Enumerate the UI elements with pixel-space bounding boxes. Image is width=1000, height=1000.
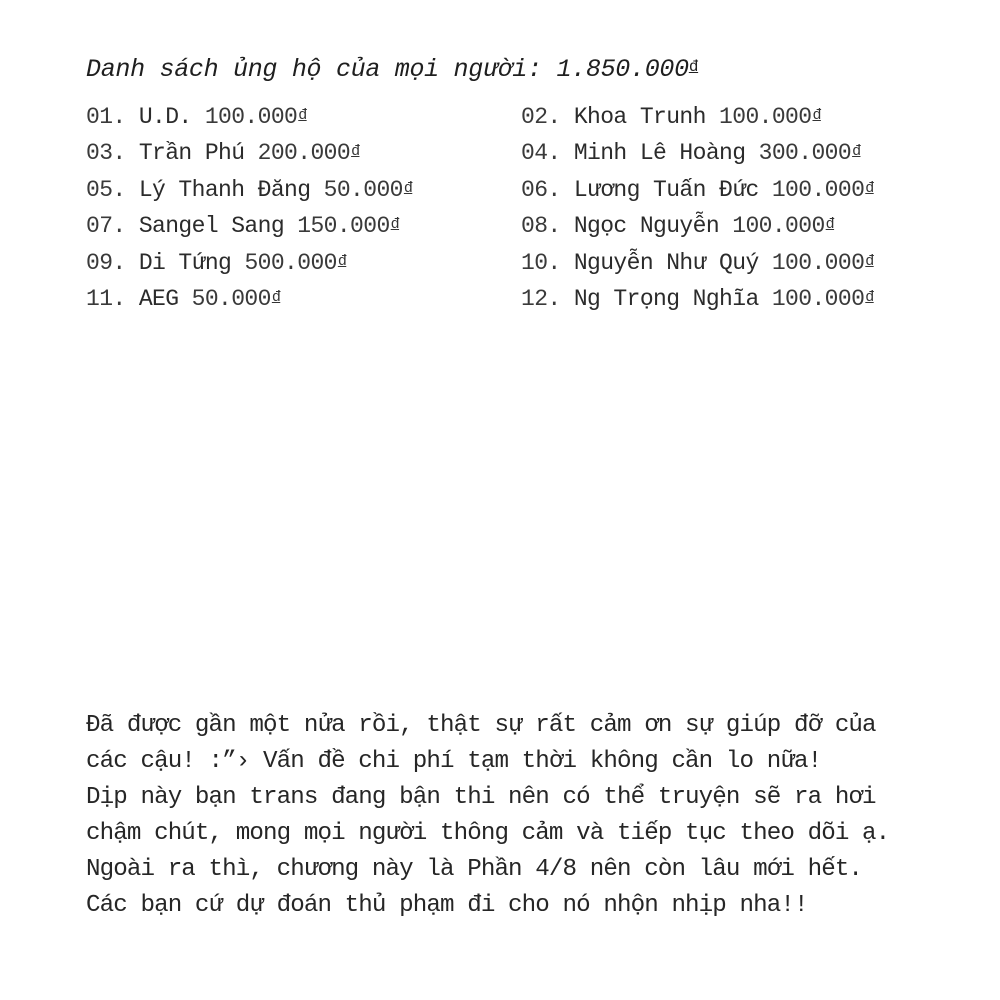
title-text: Danh sách ủng hộ của mọi người: 1.850.000	[86, 55, 689, 84]
message-line: Đã được gần một nửa rồi, thật sự rất cảm ơn sự giúp đỡ của	[86, 712, 876, 739]
currency-symbol: đ	[688, 58, 699, 76]
donor-name: Sangel Sang	[138, 213, 285, 240]
donor-entry	[86, 250, 521, 286]
donor-number: 08.	[521, 213, 561, 240]
donor-entry	[521, 177, 946, 213]
donor-amount: 50.000	[323, 176, 403, 203]
donor-amount: 100.000	[719, 104, 812, 130]
donor-number: 09.	[86, 249, 126, 276]
donor-amount: 100.000	[204, 104, 298, 130]
donor-number: 05.	[86, 176, 126, 203]
message-line: Ngoài ra thì, chương này là Phần 4/8 nên còn lâu mới hết.	[86, 856, 863, 883]
currency-symbol: đ	[390, 216, 400, 234]
donor-amount: 200.000	[257, 140, 351, 167]
donor-entry	[86, 140, 521, 176]
donor-number: 03.	[86, 140, 126, 167]
donor-number: 07.	[86, 213, 126, 240]
donor-name: Nguyễn Như Quý	[573, 249, 759, 276]
currency-symbol: đ	[865, 252, 874, 270]
currency-symbol: đ	[351, 143, 360, 161]
donation-list-title	[86, 55, 698, 84]
donor-number: 11.	[86, 285, 126, 312]
donor-amount: 100.000	[771, 249, 865, 276]
donor-name: Khoa Trunh	[573, 104, 706, 130]
donor-entry	[86, 104, 521, 140]
donor-amount: 100.000	[771, 176, 865, 203]
donor-list	[86, 104, 946, 322]
currency-symbol: đ	[825, 216, 835, 234]
donor-amount: 300.000	[758, 140, 852, 167]
donor-number: 02.	[521, 104, 561, 130]
donor-name: Ngọc Nguyễn	[573, 213, 720, 240]
donor-amount: 100.000	[771, 285, 865, 312]
message-line: Dịp này bạn trans đang bận thi nên có thể truyện sẽ ra hơi	[86, 784, 876, 811]
donor-entry	[86, 177, 521, 213]
donor-number: 10.	[521, 249, 561, 276]
donor-entry	[86, 213, 521, 249]
donor-name: Lương Tuấn Đức	[573, 176, 759, 203]
donor-entry	[86, 286, 521, 322]
donor-number: 01.	[86, 104, 126, 130]
donor-number: 12.	[521, 285, 561, 312]
donor-name: U.D.	[138, 104, 192, 130]
donor-amount: 150.000	[297, 213, 390, 240]
donor-amount: 500.000	[244, 249, 337, 276]
donor-entry	[521, 104, 946, 140]
donor-entry	[521, 250, 946, 286]
message-line: chậm chút, mong mọi người thông cảm và tiếp tục theo dõi ạ.	[86, 820, 890, 847]
donor-amount: 50.000	[191, 285, 271, 312]
message-line: Các bạn cứ dự đoán thủ phạm đi cho nó nhộn nhịp nha!!	[86, 892, 808, 919]
donor-name: Minh Lê Hoàng	[573, 140, 746, 167]
donor-name: Di Tứng	[138, 249, 232, 276]
currency-symbol: đ	[865, 288, 874, 306]
donor-name: AEG	[138, 285, 179, 312]
donor-entry	[521, 286, 946, 322]
donor-name: Lý Thanh Đăng	[138, 176, 311, 203]
thank-you-message	[86, 708, 946, 924]
currency-symbol: đ	[337, 252, 347, 270]
donor-entry	[521, 140, 946, 176]
donor-name: Trần Phú	[138, 140, 245, 167]
currency-symbol: đ	[865, 179, 874, 197]
currency-symbol: đ	[403, 179, 413, 197]
currency-symbol: đ	[271, 288, 281, 306]
currency-symbol: đ	[298, 107, 307, 124]
message-line: các cậu! :”› Vấn đề chi phí tạm thời không cần lo nữa!	[86, 748, 822, 775]
donor-name: Ng Trọng Nghĩa	[573, 285, 759, 312]
donor-amount: 100.000	[732, 213, 825, 240]
donor-number: 06.	[521, 176, 561, 203]
donor-number: 04.	[521, 140, 561, 167]
currency-symbol: đ	[852, 143, 861, 161]
currency-symbol: đ	[812, 107, 821, 124]
donor-entry	[521, 213, 946, 249]
